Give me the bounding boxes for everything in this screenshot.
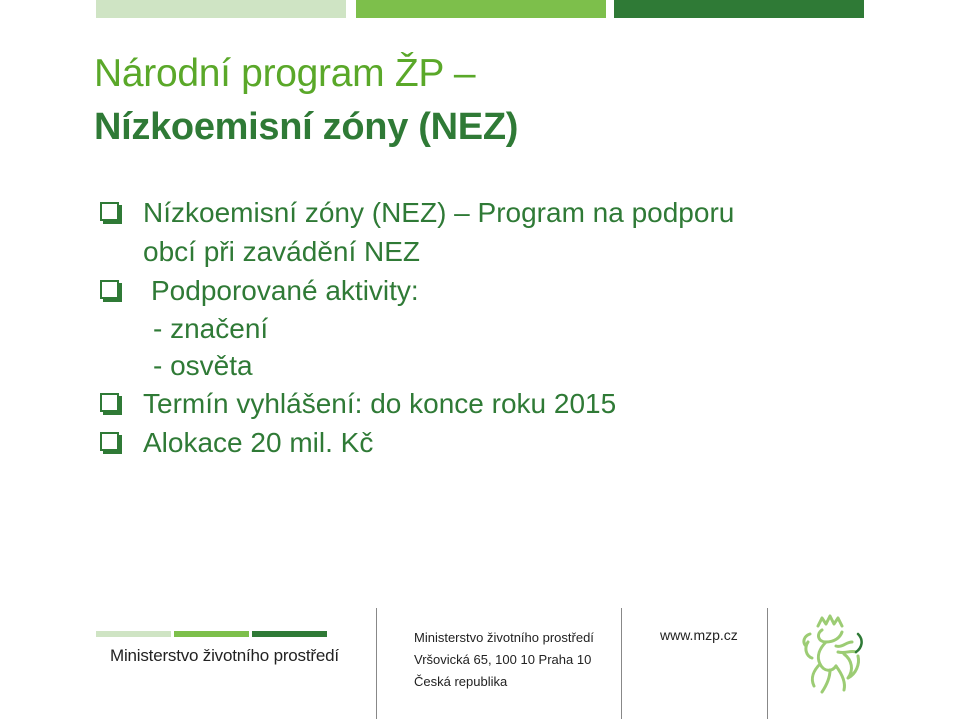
address-block — [414, 627, 594, 693]
footer-stripe-light — [96, 631, 171, 637]
sub-item-text: - osvěta — [153, 350, 253, 381]
website-link[interactable]: www.mzp.cz — [660, 627, 738, 643]
ministry-logo-text: Ministerstvo životního prostředí — [110, 646, 339, 665]
checkbox-bullet-icon — [100, 393, 119, 412]
top-stripe-dark — [614, 0, 864, 18]
sub-item — [100, 347, 940, 384]
bullet-item-continuation — [100, 232, 940, 271]
top-stripe-light — [96, 0, 346, 18]
checkbox-bullet-icon — [100, 280, 119, 299]
checkbox-bullet-icon — [100, 432, 119, 451]
top-stripe-mid — [356, 0, 606, 18]
bullet-text: obcí při zavádění NEZ — [143, 236, 421, 267]
footer-divider — [376, 608, 377, 719]
bullet-item — [100, 423, 940, 462]
sub-item-text: - značení — [153, 313, 269, 344]
sub-item — [100, 310, 940, 347]
slide-title-line1: Národní program ŽP – — [94, 52, 476, 95]
footer-divider — [767, 608, 768, 719]
bullet-text: Alokace 20 mil. Kč — [143, 427, 374, 458]
footer-stripe-dark — [252, 631, 327, 637]
bullet-text: Nízkoemisní zóny (NEZ) – Program na podporu — [143, 197, 735, 228]
bullet-text: Termín vyhlášení: do konce roku 2015 — [143, 388, 617, 419]
czech-lion-emblem-icon — [796, 612, 866, 697]
slide-title-line2: Nízkoemisní zóny (NEZ) — [94, 106, 519, 148]
bullet-list — [100, 193, 940, 462]
checkbox-bullet-icon — [100, 202, 119, 221]
footer-stripe-mid — [174, 631, 249, 637]
bullet-item — [100, 271, 940, 310]
bullet-text: Podporované aktivity: — [151, 275, 419, 306]
address-line: Vršovická 65, 100 10 Praha 10 — [414, 652, 592, 667]
bullet-item — [100, 193, 940, 232]
address-line: Ministerstvo životního prostředí — [414, 630, 594, 645]
bullet-item — [100, 384, 940, 423]
footer-divider — [621, 608, 622, 719]
address-line: Česká republika — [414, 674, 508, 689]
